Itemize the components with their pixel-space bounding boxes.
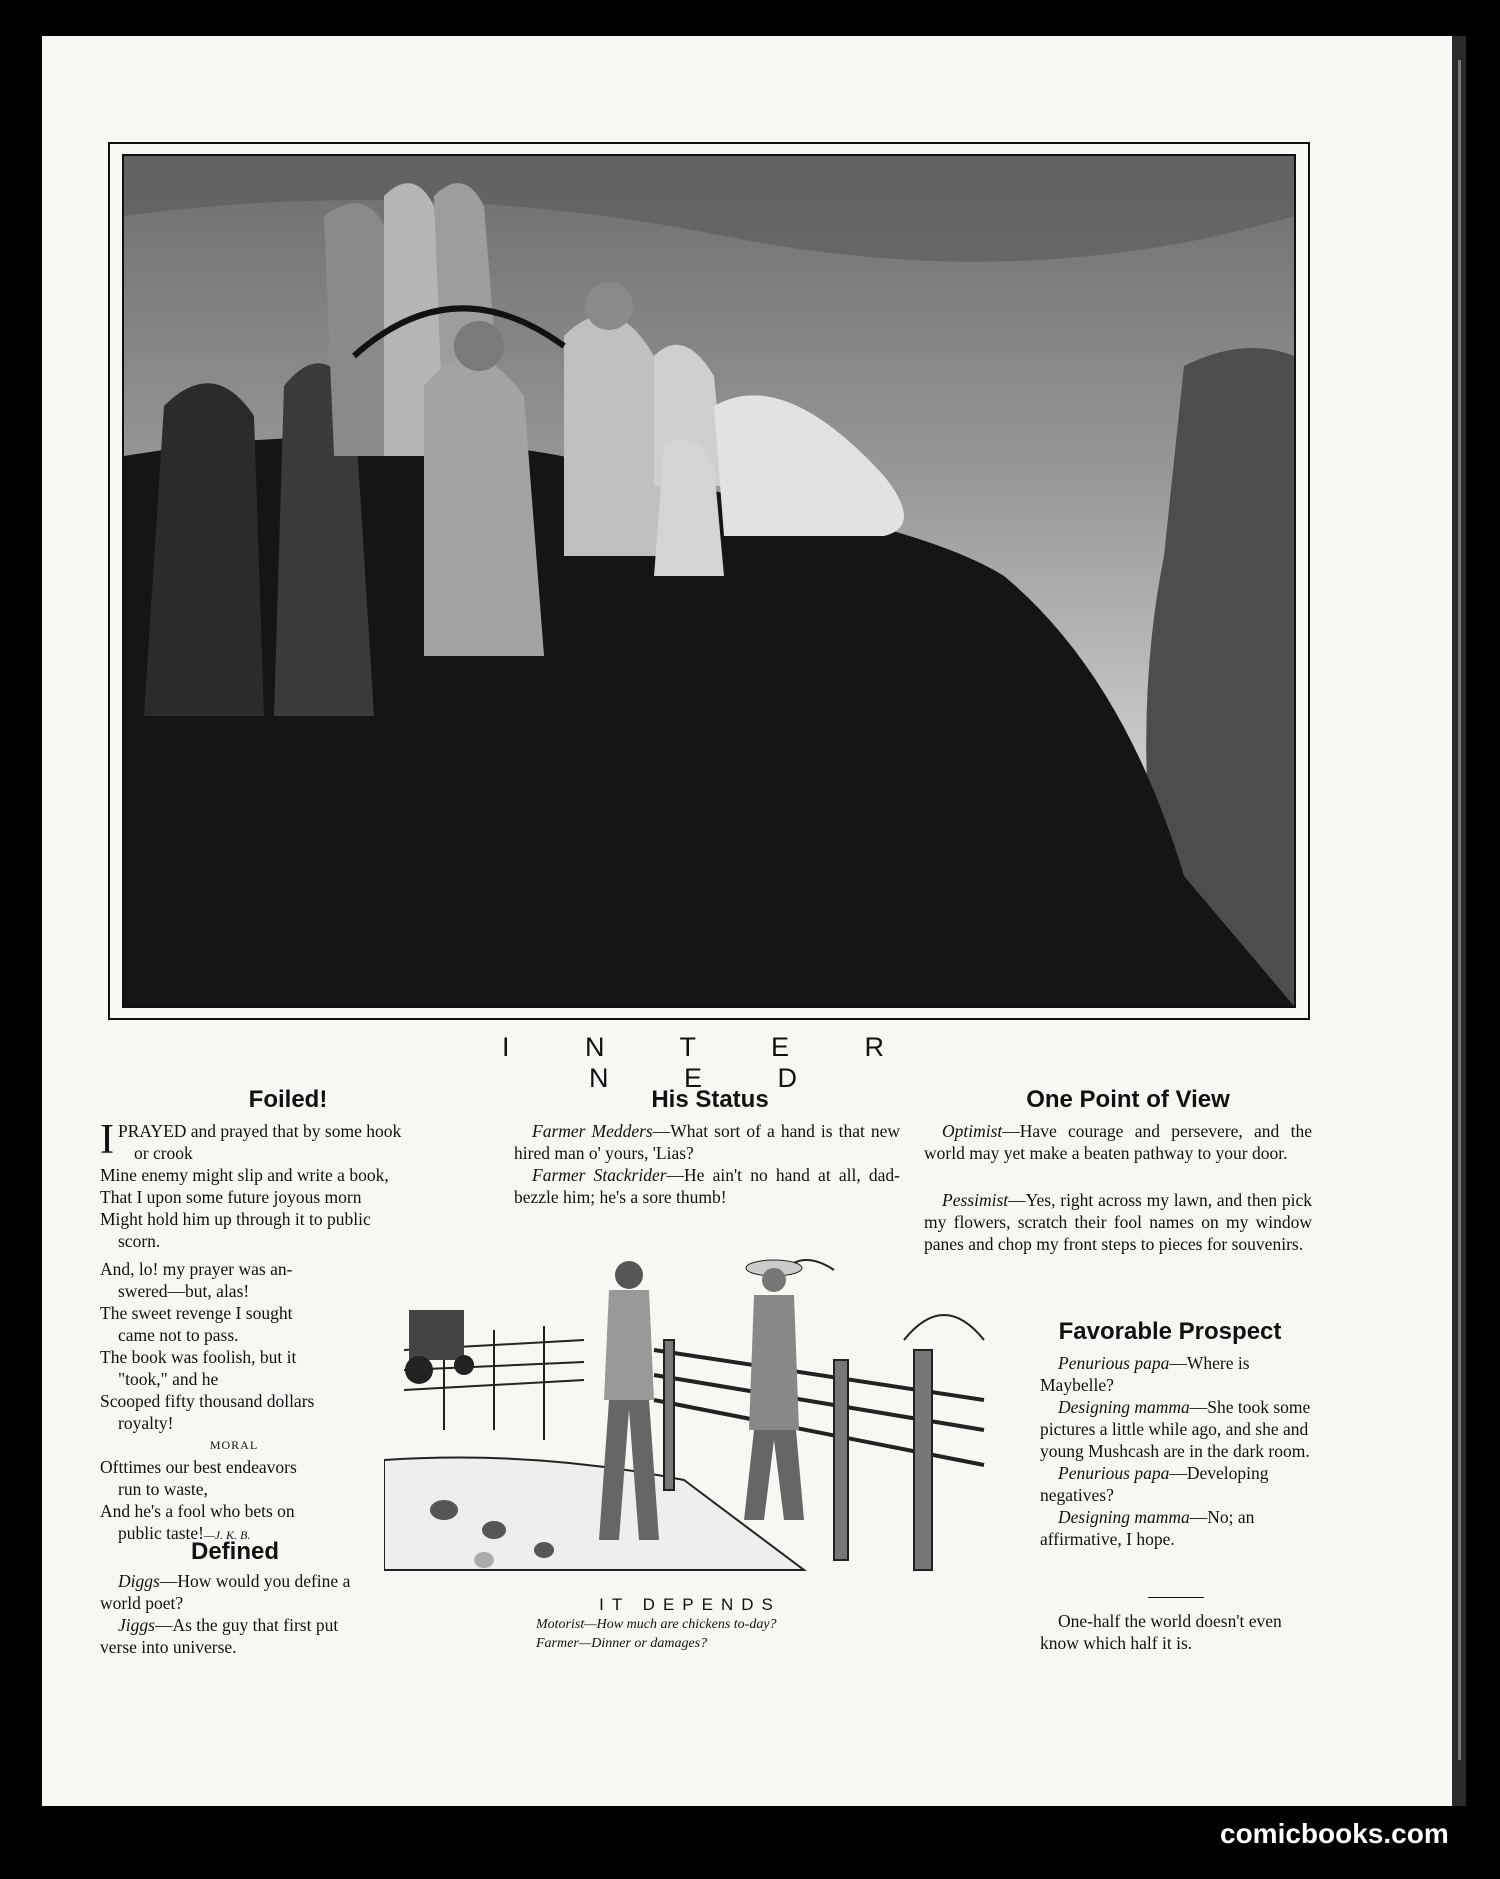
foiled-line-1: PRAYED and prayed that by some hook (118, 1121, 402, 1141)
his-status-heading: His Status (651, 1086, 769, 1113)
section-divider (1148, 1597, 1204, 1598)
foiled-line-6: scorn. (118, 1231, 161, 1251)
medders-line: —What sort of a hand is that new hired man o' yours, 'Lias? (514, 1121, 901, 1163)
moral-line-2: run to waste, (118, 1479, 208, 1499)
pessimist-text (924, 1189, 1312, 1255)
mamma-line-2: —No; an affirmative, I hope. (1040, 1507, 1255, 1549)
foiled-s2-line-5: The book was foolish, but it (100, 1347, 297, 1367)
farmer-figure (744, 1260, 804, 1520)
favorable-text (1040, 1352, 1312, 1550)
motorist-speaker: Motorist (536, 1617, 585, 1632)
mamma-speaker-1: Designing mamma (1058, 1397, 1190, 1417)
optimist-speaker: Optimist (942, 1121, 1003, 1141)
it-depends-title: IT DEPENDS (599, 1595, 781, 1614)
car-sketch (405, 1310, 474, 1384)
his-status-text (514, 1120, 900, 1208)
closing-line: One-half the world doesn't even know which half it is. (1040, 1611, 1282, 1653)
moral-line-1: Ofttimes our best endeavors (100, 1457, 297, 1477)
diggs-speaker: Diggs (118, 1571, 160, 1591)
motorist-line: —How much are chickens to-day? (584, 1617, 777, 1632)
optimist-line: —Have courage and persevere, and the world may yet make a beaten pathway to your door. (924, 1121, 1312, 1163)
mamma-line-1: —She took some pictures a little while ago, and she and young Mushcash are in the dark room. (1040, 1397, 1311, 1461)
one-point-heading: One Point of View (1026, 1086, 1230, 1113)
foiled-heading: Foiled! (248, 1086, 328, 1113)
it-depends-caption (530, 1595, 850, 1653)
jiggs-line: —As the guy that first put verse into universe. (100, 1615, 339, 1657)
foiled-s2-line-2: swered—but, alas! (118, 1281, 250, 1301)
closing-text (1040, 1610, 1312, 1654)
foiled-line-2: or crook (134, 1143, 193, 1163)
papa-speaker-2: Penurious papa (1058, 1463, 1170, 1483)
defined-heading: Defined (190, 1538, 279, 1565)
farmer-speaker: Farmer (536, 1636, 579, 1651)
foiled-s2-line-7: Scooped fifty thousand dollars (100, 1391, 315, 1411)
stackrider-speaker: Farmer Stackrider (532, 1165, 667, 1185)
favorable-heading: Favorable Prospect (1058, 1318, 1282, 1345)
foiled-line-5: Might hold him up through it to public (100, 1209, 371, 1229)
papa-line-1: —Where is Maybelle? (1040, 1353, 1250, 1395)
foiled-s2-line-6: "took," and he (118, 1369, 219, 1389)
mamma-speaker-2: Designing mamma (1058, 1507, 1190, 1527)
drop-cap: I (100, 1117, 114, 1163)
foiled-stanza-2 (100, 1258, 368, 1546)
foiled-s2-line-3: The sweet revenge I sought (100, 1303, 293, 1323)
moral-line-4: public taste! (118, 1523, 205, 1543)
farmer-line: —Dinner or damages? (578, 1636, 708, 1651)
papa-speaker-1: Penurious papa (1058, 1353, 1170, 1373)
medders-speaker: Farmer Medders (532, 1121, 653, 1141)
it-depends-illustration (384, 1230, 1008, 1592)
gate-rails (654, 1350, 984, 1465)
stackrider-line: —He ain't no hand at all, dad-bezzle him; he's a sore thumb! (514, 1165, 900, 1207)
page-edge-line (1458, 60, 1461, 1760)
plate-title: I N T E R N E D (501, 1032, 919, 1093)
painting-image (124, 156, 1294, 1006)
papa-line-2: —Developing negatives? (1040, 1463, 1269, 1505)
jiggs-speaker: Jiggs (118, 1615, 155, 1635)
diggs-line: —How would you define a world poet? (100, 1571, 351, 1613)
plate-painting (122, 154, 1296, 1008)
pessimist-line: —Yes, right across my lawn, and then pick my flowers, scratch their fool names on my window panes and chop my front steps to pieces for souvenirs. (924, 1190, 1312, 1254)
foiled-s2-line-8: royalty! (118, 1413, 174, 1433)
defined-text (100, 1570, 368, 1658)
foiled-line-4: That I upon some future joyous morn (100, 1187, 362, 1207)
moral-line-3: And he's a fool who bets on (100, 1501, 295, 1521)
pessimist-speaker: Pessimist (942, 1190, 1009, 1210)
signature: —J. K. B. (204, 1528, 251, 1542)
foiled-s2-line-4: came not to pass. (118, 1325, 239, 1345)
one-point-text (924, 1120, 1312, 1164)
foiled-s2-line-1: And, lo! my prayer was an- (100, 1259, 293, 1279)
watermark: comicbooks.com (1220, 1818, 1449, 1849)
illustration-drawing (384, 1230, 1008, 1592)
moral-label: MORAL (209, 1438, 259, 1452)
foiled-line-3: Mine enemy might slip and write a book, (100, 1165, 389, 1185)
